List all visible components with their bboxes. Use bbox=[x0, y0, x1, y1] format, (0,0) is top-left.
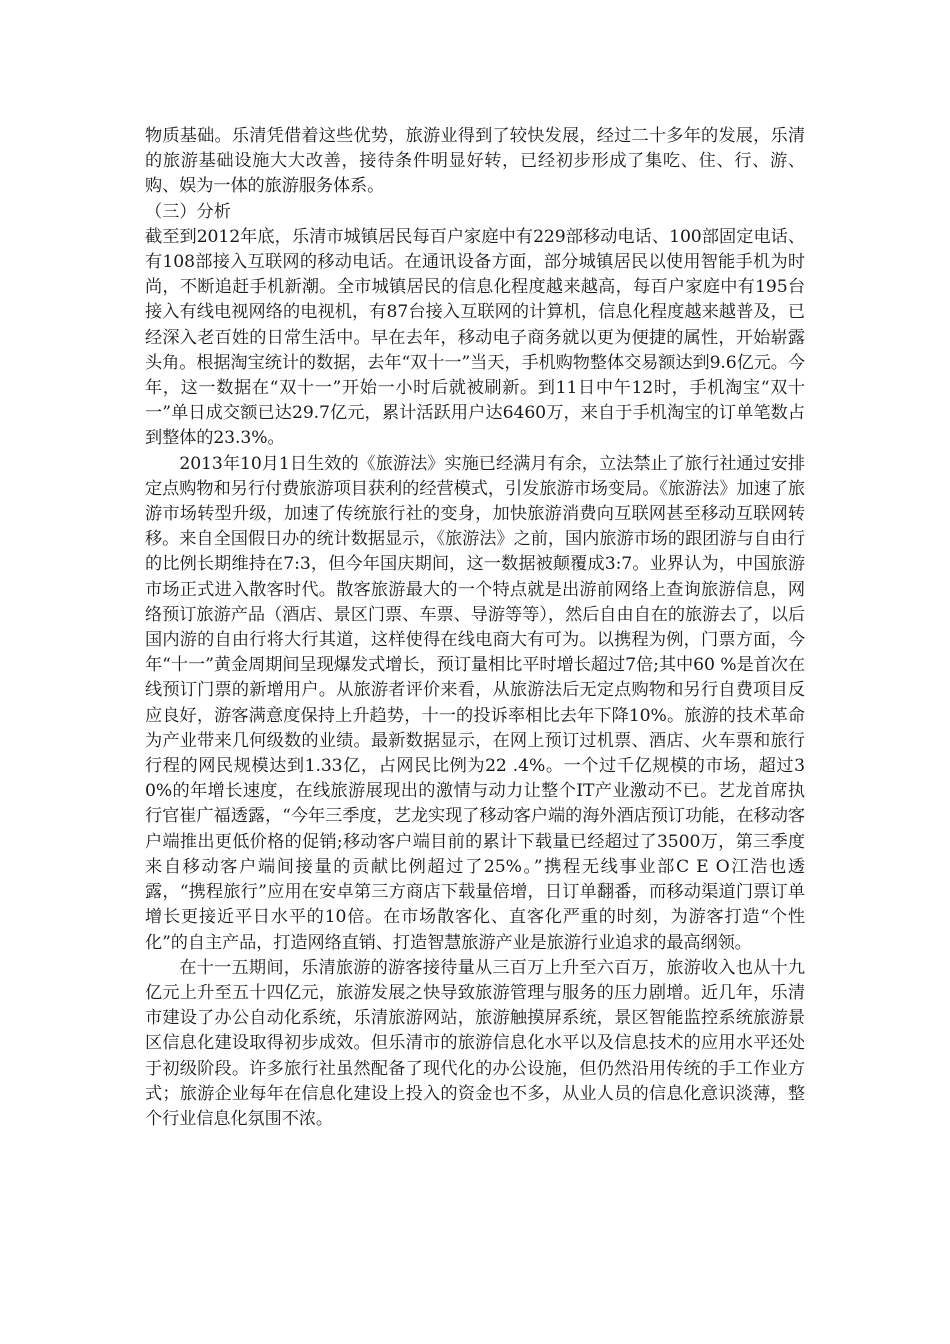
section-heading-analysis: （三）分析 bbox=[145, 201, 231, 222]
paragraph-tourism-law: 2013年10月1日生效的《旅游法》实施已经满月有余，立法禁止了旅行社通过安排定点购物和另行付费旅游项目获利的经营模式，引发旅游市场变局。《旅游法》加速了旅游市场转型升级，加速了传统旅行社的变身，加快旅游消费向互联网甚至移动互联网转移。来自全国假日办的统计数据显示，《旅游法》之前，国内旅游市场的跟团游与自由行的比例长期维持在7:3，但今年国庆期间，这一数据被颠覆成3:7。业界认为，中国旅游市场正式进入散客时代。散客旅游最大的一个特点就是出游前网络上查询旅游信息，网络预订旅游产品（酒店、景区门票、车票、导游等等），然后自由自在的旅游去了，以后国内游的自由行将大行其道，这样使得在线电商大有可为。以携程为例，门票方面，今年“十一”黄金周期间呈现爆发式增长，预订量相比平时增长超过7倍;其中60 %是首次在线预订门票的新增用户。从旅游者评价来看，从旅游法后无定点购物和另行自费项目反应良好，游客满意度保持上升趋势，十一的投诉率相比去年下降10%。旅游的技术革命为产业带来几何级数的业绩。最新数据显示，在网上预订过机票、酒店、火车票和旅行行程的网民规模达到1.33亿，占网民比例为22 .4%。一个过千亿规模的市场，超过30%的年增长速度，在线旅游展现出的激情与动力让整个IT产业激动不已。艺龙首席执行官崔广福透露，“今年三季度，艺龙实现了移动客户端的海外酒店预订功能，在移动客户端推出更低价格的促销;移动客户端目前的累计下载量已经超过了3500万，第三季度来自移动客户端间接量的贡献比例超过了25%。”携程无线事业部C E O江浩也透露，“携程旅行”应用在安卓第三方商店下载量倍增，日订单翻番，而移动渠道门票订单增长更接近平日水平的10倍。在市场散客化、直客化严重的时刻，为游客打造“个性化”的自主产品，打造网络直销、打造智慧旅游产业是旅游行业追求的最高纲领。 bbox=[145, 453, 805, 953]
paragraph-urban-mobile-stats: 截至到2012年底，乐清市城镇居民每百户家庭中有229部移动电话、100部固定电话、有108部接入互联网的移动电话。在通讯设备方面，部分城镇居民以使用智能手机为时尚，不断追赶手机新潮。全市城镇居民的信息化程度越来越高，每百户家庭中有195台接入有线电视网络的电视机，有87台接入互联网的计算机，信息化程度越来越普及，已经深入老百姓的日常生活中。早在去年，移动电子商务就以更为便捷的属性，开始崭露头角。根据淘宝统计的数据，去年“双十一”当天，手机购物整体交易额达到9.6亿元。今年，这一数据在“双十一”开始一小时后就被刷新。到11日中午12时，手机淘宝“双十一”单日成交额已达29.7亿元，累计活跃用户达6460万，来自于手机淘宝的订单笔数占到整体的23.3%。 bbox=[145, 226, 805, 449]
paragraph-yueqing-informatization: 在十一五期间，乐清旅游的游客接待量从三百万上升至六百万，旅游收入也从十九亿元上升至五十四亿元，旅游发展之快导致旅游管理与服务的压力剧增。近几年，乐清市建设了办公自动化系统，乐清旅游网站，旅游触摸屏系统，景区智能监控系统旅游景区信息化建设取得初步成效。但乐清市的旅游信息化水平以及信息技术的应用水平还处于初级阶段。许多旅行社虽然配备了现代化的办公设施，但仍然沿用传统的手工作业方式；旅游企业每年在信息化建设上投入的资金也不多，从业人员的信息化意识淡薄，整个行业信息化氛围不浓。 bbox=[145, 957, 805, 1129]
paragraph-intro: 物质基础。乐清凭借着这些优势，旅游业得到了较快发展，经过二十多年的发展，乐清的旅游基础设施大大改善，接待条件明显好转，已经初步形成了集吃、住、行、游、购、娱为一体的旅游服务体系。 bbox=[145, 126, 805, 197]
document-body bbox=[145, 124, 805, 1132]
